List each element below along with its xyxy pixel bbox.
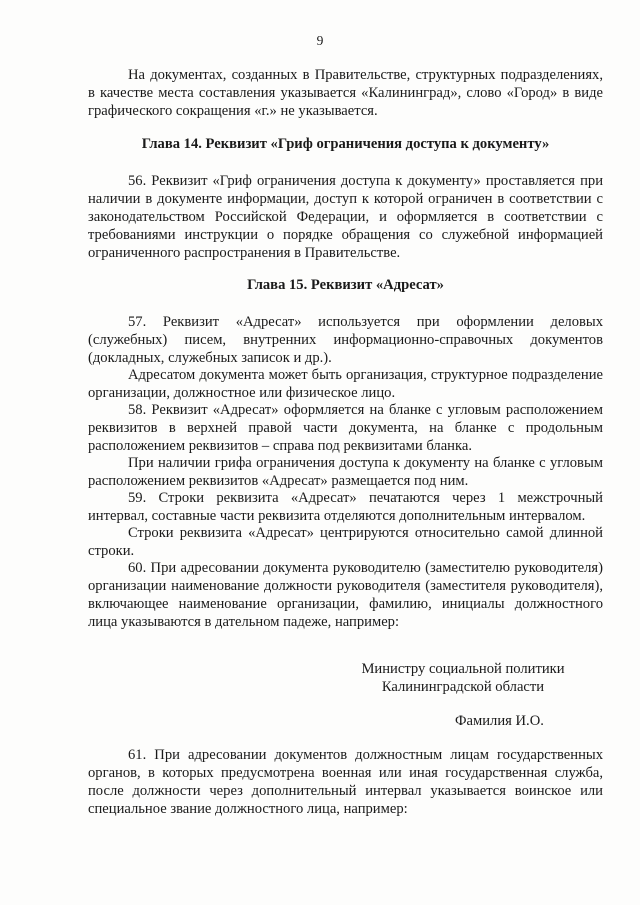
- example-recipient-line2: Калининградской области: [381, 679, 545, 695]
- paragraph-place-of-issue: На документах, созданных в Правительстве, структурных подразделениях, в качестве места составления указывается «Калининград», слово «Город» в виде графического сокращения «г.» не указывается.: [88, 67, 603, 119]
- paragraph-58-stamp: При наличии грифа ограничения доступа к документу на бланке с угловым расположением реквизитов «Адресат» размещается под ним.: [88, 455, 603, 489]
- page-number: 9: [316, 33, 324, 48]
- paragraph-57: 57. Реквизит «Адресат» используется при оформлении деловых (служебных) писем, внутренних информационно-справочных документов (докладных, служебных записок и др.).: [88, 314, 603, 366]
- chapter-14-heading: Глава 14. Реквизит «Гриф ограничения доступа к документу»: [141, 136, 550, 152]
- paragraph-59: 59. Строки реквизита «Адресат» печатаются через 1 межстрочный интервал, составные части реквизита отделяются дополнительным интервалом.: [88, 490, 603, 524]
- paragraph-59-centering: Строки реквизита «Адресат» центрируются относительно самой длинной строки.: [88, 525, 603, 559]
- paragraph-56: 56. Реквизит «Гриф ограничения доступа к документу» проставляется при наличии в документе информации, доступ к которой ограничен в соответствии с законодательством Российской Федерации, и оформляется в соответствии с требованиями инструкции о порядке обращения со служебной информацией ограниченного распространения в Правительстве.: [88, 173, 603, 261]
- example-recipient-line1: Министру социальной политики: [361, 661, 565, 677]
- example-recipient-name: Фамилия И.О.: [455, 713, 544, 729]
- chapter-15-heading: Глава 15. Реквизит «Адресат»: [247, 277, 444, 293]
- paragraph-57-addressee: Адресатом документа может быть организация, структурное подразделение организации, должностное или физическое лицо.: [88, 367, 603, 401]
- paragraph-58: 58. Реквизит «Адресат» оформляется на бланке с угловым расположением реквизитов в верхней правой части документа, на бланке с продольным расположением реквизитов – справа под реквизитами бланка.: [88, 402, 603, 454]
- paragraph-61: 61. При адресовании документов должностным лицам государственных органов, в которых предусмотрена военная или иная государственная служба, после должности через дополнительный интервал указывается воинское или специальное звание должностного лица, например:: [88, 747, 603, 817]
- paragraph-60: 60. При адресовании документа руководителю (заместителю руководителя) организации наименование должности руководителя (заместителя руководителя), включающее наименование организации, фамилию, инициалы должностного лица указываются в дательном падеже, например:: [88, 560, 603, 630]
